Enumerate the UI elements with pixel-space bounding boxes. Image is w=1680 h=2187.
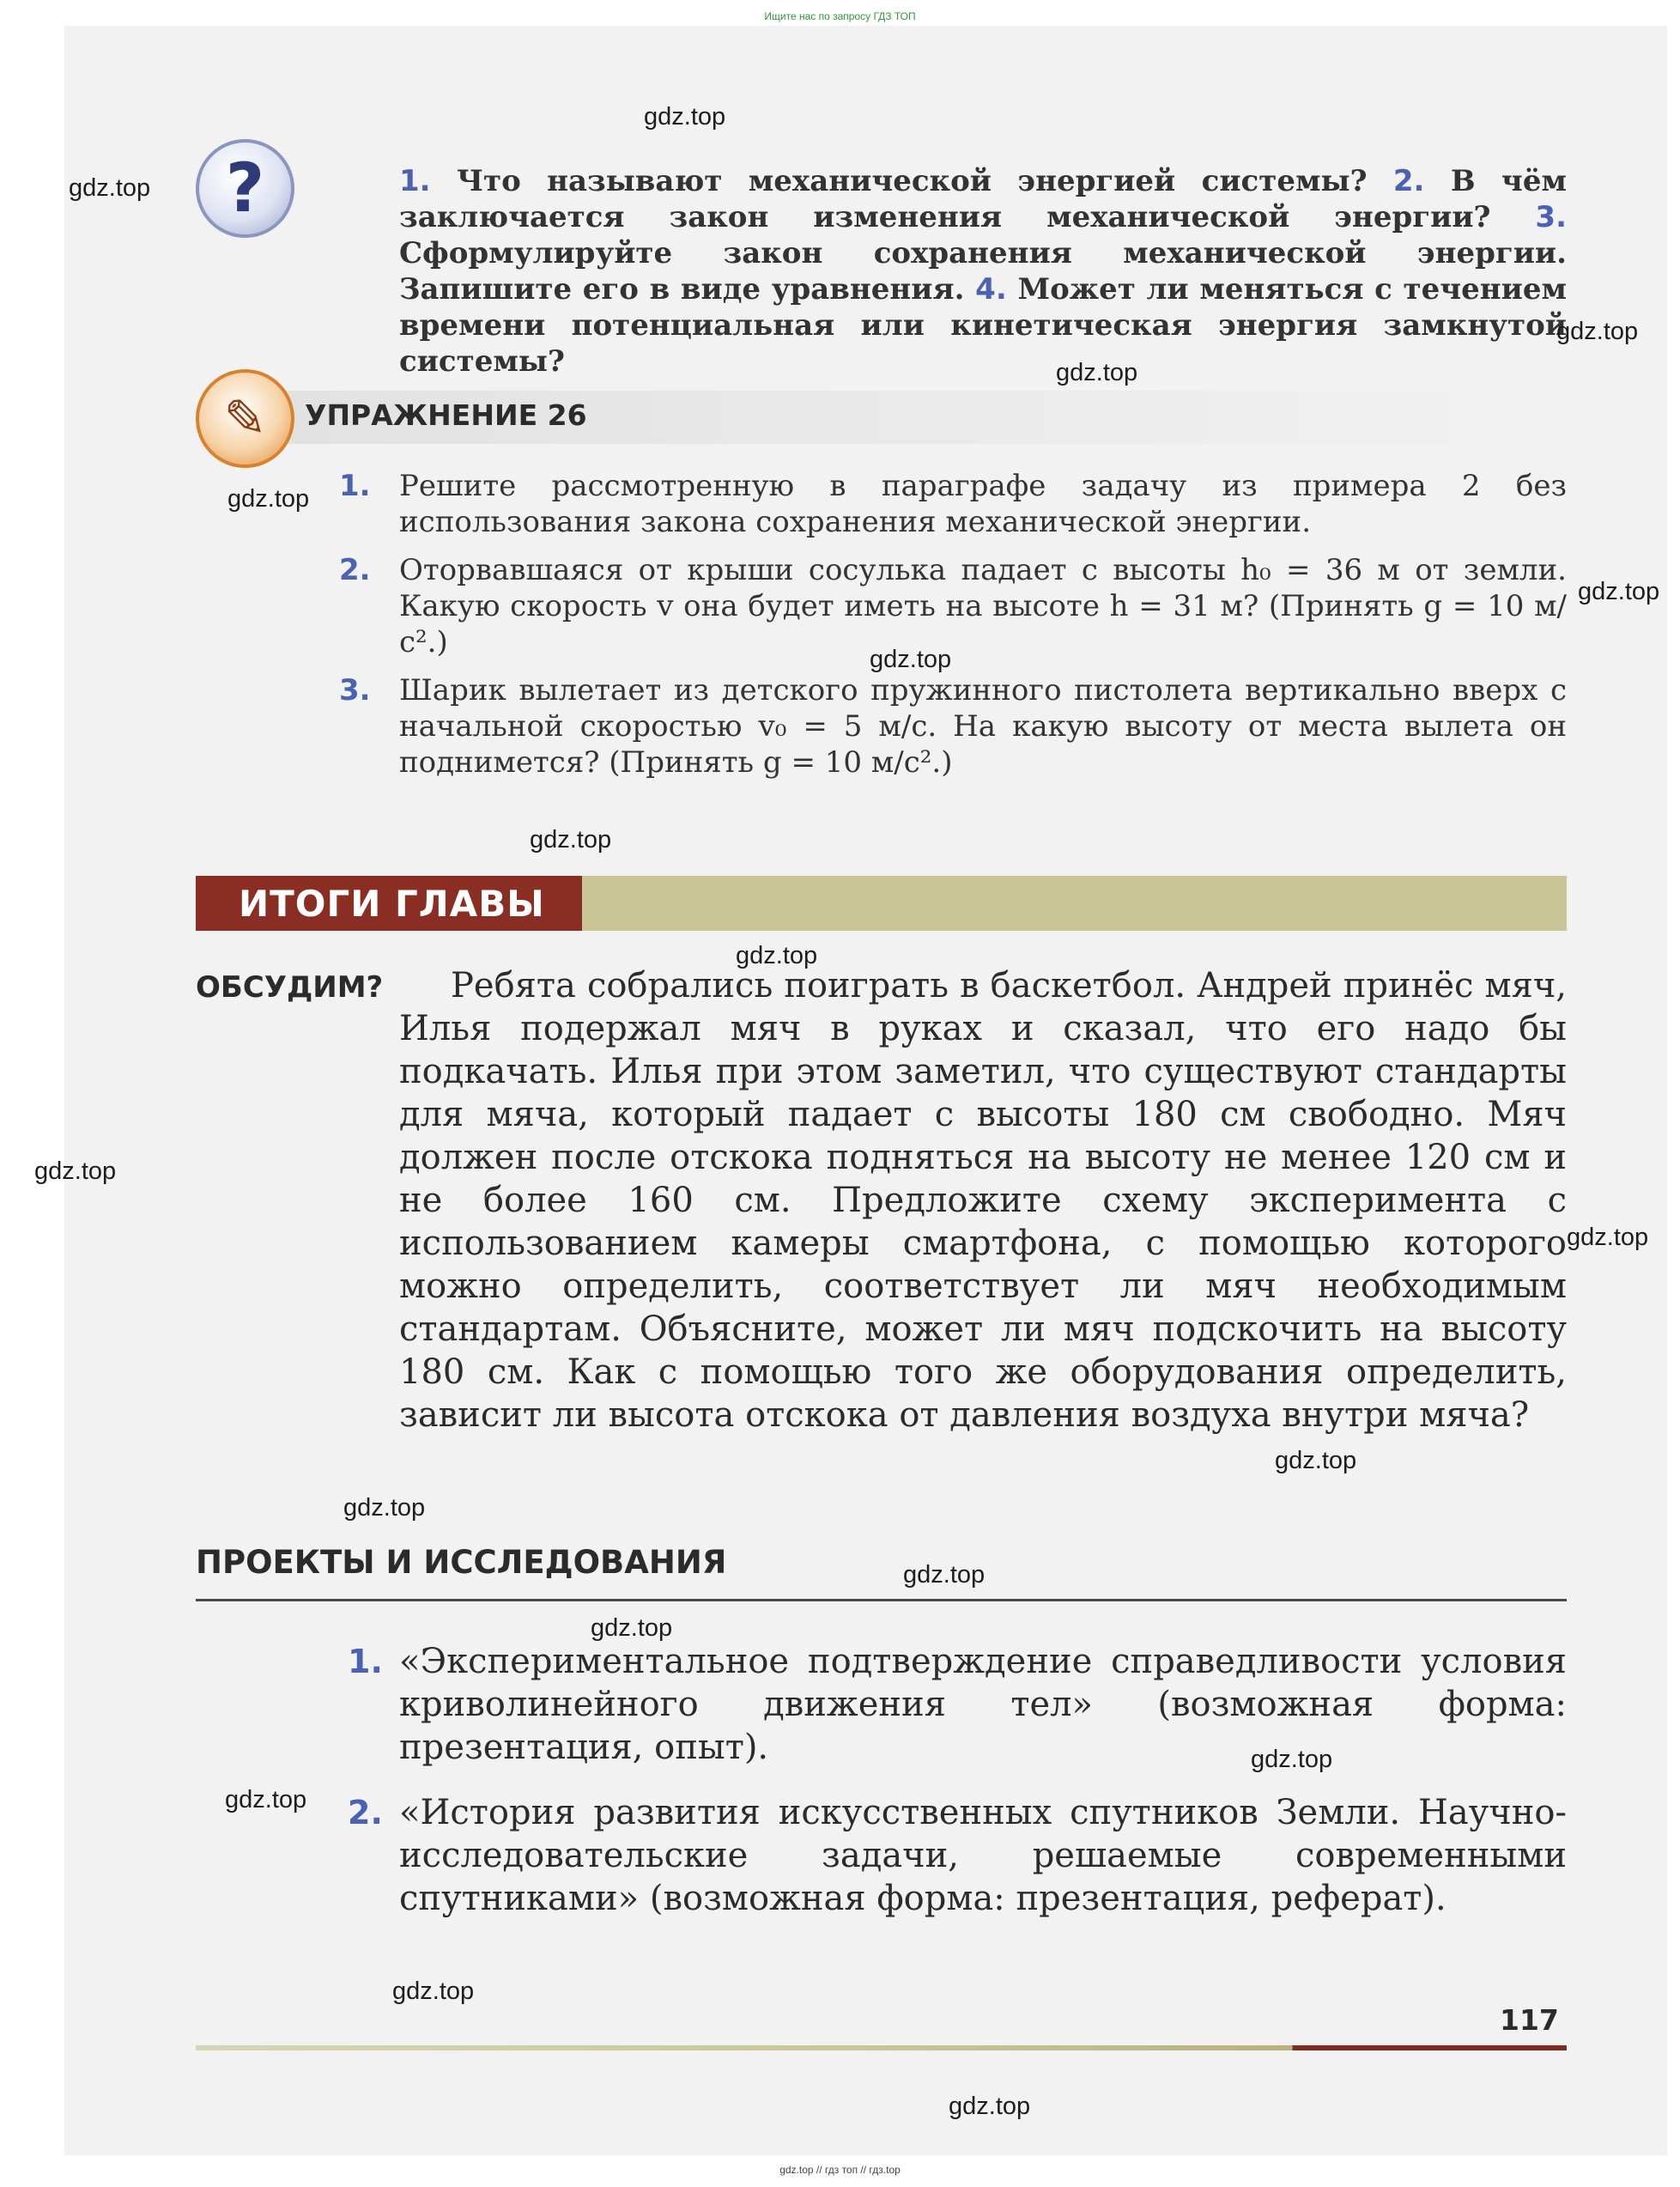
exercise-number: 1. bbox=[339, 469, 371, 503]
page-number: 117 bbox=[1500, 2003, 1559, 2037]
watermark: gdz.top bbox=[1056, 359, 1138, 386]
watermark: gdz.top bbox=[591, 1614, 673, 1642]
question-number: 3. bbox=[1535, 200, 1567, 234]
question-text: Сформулируйте закон сохранения механической энергии. Запишите его в виде уравнения. bbox=[399, 236, 1567, 307]
watermark: gdz.top bbox=[870, 646, 952, 673]
exercise-item bbox=[339, 552, 1567, 660]
project-number: 2. bbox=[348, 1794, 383, 1832]
exercise-title: УПРАЖНЕНИЕ 26 bbox=[305, 398, 587, 432]
exercise-text: Оторвавшаяся от крыши сосулька падает с высоты h₀ = 36 м от земли. Какую скорость v она будет иметь на высоте h = 31 м? (Принять g = 10 м/с².) bbox=[399, 553, 1567, 659]
project-text: «История развития искусственных спутников Земли. Научно-исследовательские задачи, решаемые современными спутниками» (возможная форма: презентация, реферат). bbox=[399, 1793, 1567, 1918]
project-item bbox=[348, 1640, 1567, 1769]
question-text: Может ли меняться с течением времени потенциальная или кинетическая энергия замкнутой системы? bbox=[399, 272, 1567, 379]
watermark: gdz.top bbox=[1567, 1224, 1649, 1251]
review-questions bbox=[399, 163, 1567, 380]
watermark: gdz.top bbox=[1556, 318, 1639, 345]
projects-list bbox=[348, 1640, 1567, 1942]
pencil-icon: ✎ bbox=[196, 369, 294, 468]
watermark: gdz.top bbox=[1578, 578, 1660, 605]
watermark: gdz.top bbox=[1251, 1746, 1333, 1773]
watermark: gdz.top bbox=[530, 826, 612, 854]
top-banner: Ищите нас по запросу ГДЗ ТОП bbox=[764, 10, 916, 22]
bottom-banner: gdz.top // гдз топ // гдз.top bbox=[779, 2164, 901, 2176]
discuss-label: ОБСУДИМ? bbox=[196, 970, 384, 1005]
projects-divider bbox=[196, 1599, 1567, 1601]
watermark: gdz.top bbox=[392, 1977, 475, 2005]
watermark: gdz.top bbox=[69, 174, 151, 202]
exercise-list bbox=[339, 468, 1567, 793]
watermark: gdz.top bbox=[736, 942, 818, 969]
exercise-text: Шарик вылетает из детского пружинного пистолета вертикально вверх с начальной скоростью v₀ = 5 м/с. На какую высоту от места вылета он поднимется? (Принять g = 10 м/с².) bbox=[399, 673, 1567, 780]
question-number: 4. bbox=[975, 272, 1007, 307]
exercise-number: 3. bbox=[339, 673, 371, 708]
exercise-number: 2. bbox=[339, 553, 371, 587]
watermark: gdz.top bbox=[1275, 1447, 1357, 1474]
projects-title: ПРОЕКТЫ И ИССЛЕДОВАНИЯ bbox=[196, 1544, 727, 1581]
project-text: «Экспериментальное подтверждение справедливости условия криволинейного движения тел» (возможная форма: презентация, опыт). bbox=[399, 1642, 1567, 1767]
question-text: Что называют механической энергией системы? bbox=[456, 164, 1368, 198]
project-number: 1. bbox=[348, 1643, 383, 1680]
exercise-item bbox=[339, 468, 1567, 540]
exercise-item bbox=[339, 672, 1567, 781]
watermark: gdz.top bbox=[225, 1786, 307, 1813]
watermark: gdz.top bbox=[227, 485, 310, 513]
footer-rule bbox=[196, 2045, 1567, 2050]
question-mark-icon: ? bbox=[196, 139, 294, 238]
question-number: 1. bbox=[399, 164, 431, 198]
watermark: gdz.top bbox=[34, 1157, 117, 1185]
watermark: gdz.top bbox=[644, 103, 726, 131]
question-text: В чём заключается закон изменения механической энергии? bbox=[399, 164, 1567, 234]
project-item bbox=[348, 1791, 1567, 1920]
watermark: gdz.top bbox=[343, 1494, 426, 1522]
question-number: 2. bbox=[1392, 164, 1425, 198]
exercise-text: Решите рассмотренную в параграфе задачу из примера 2 без использования закона сохранения механической энергии. bbox=[399, 469, 1567, 539]
watermark: gdz.top bbox=[903, 1561, 986, 1589]
discuss-text: Ребята собрались поиграть в баскетбол. Андрей принёс мяч, Илья подержал мяч в руках и сказал, что его надо бы подкачать. Илья при этом заметил, что существуют стандарты для мяча, который падает с высоты 180 см свободно. Мяч должен после отскока подняться на высоту не менее 120 см и не более 160 см. Предложите схему эксперимента с использованием камеры смартфона, с помощью которого можно определить, соответствует ли мяч необходимым стандартам. Объясните, может ли мяч подскочить на высоту 180 см. Как с помощью того же оборудования определить, зависит ли высота отскока от давления воздуха внутри мяча? bbox=[399, 966, 1567, 1435]
summary-title: ИТОГИ ГЛАВЫ bbox=[196, 876, 582, 931]
watermark: gdz.top bbox=[949, 2093, 1031, 2120]
